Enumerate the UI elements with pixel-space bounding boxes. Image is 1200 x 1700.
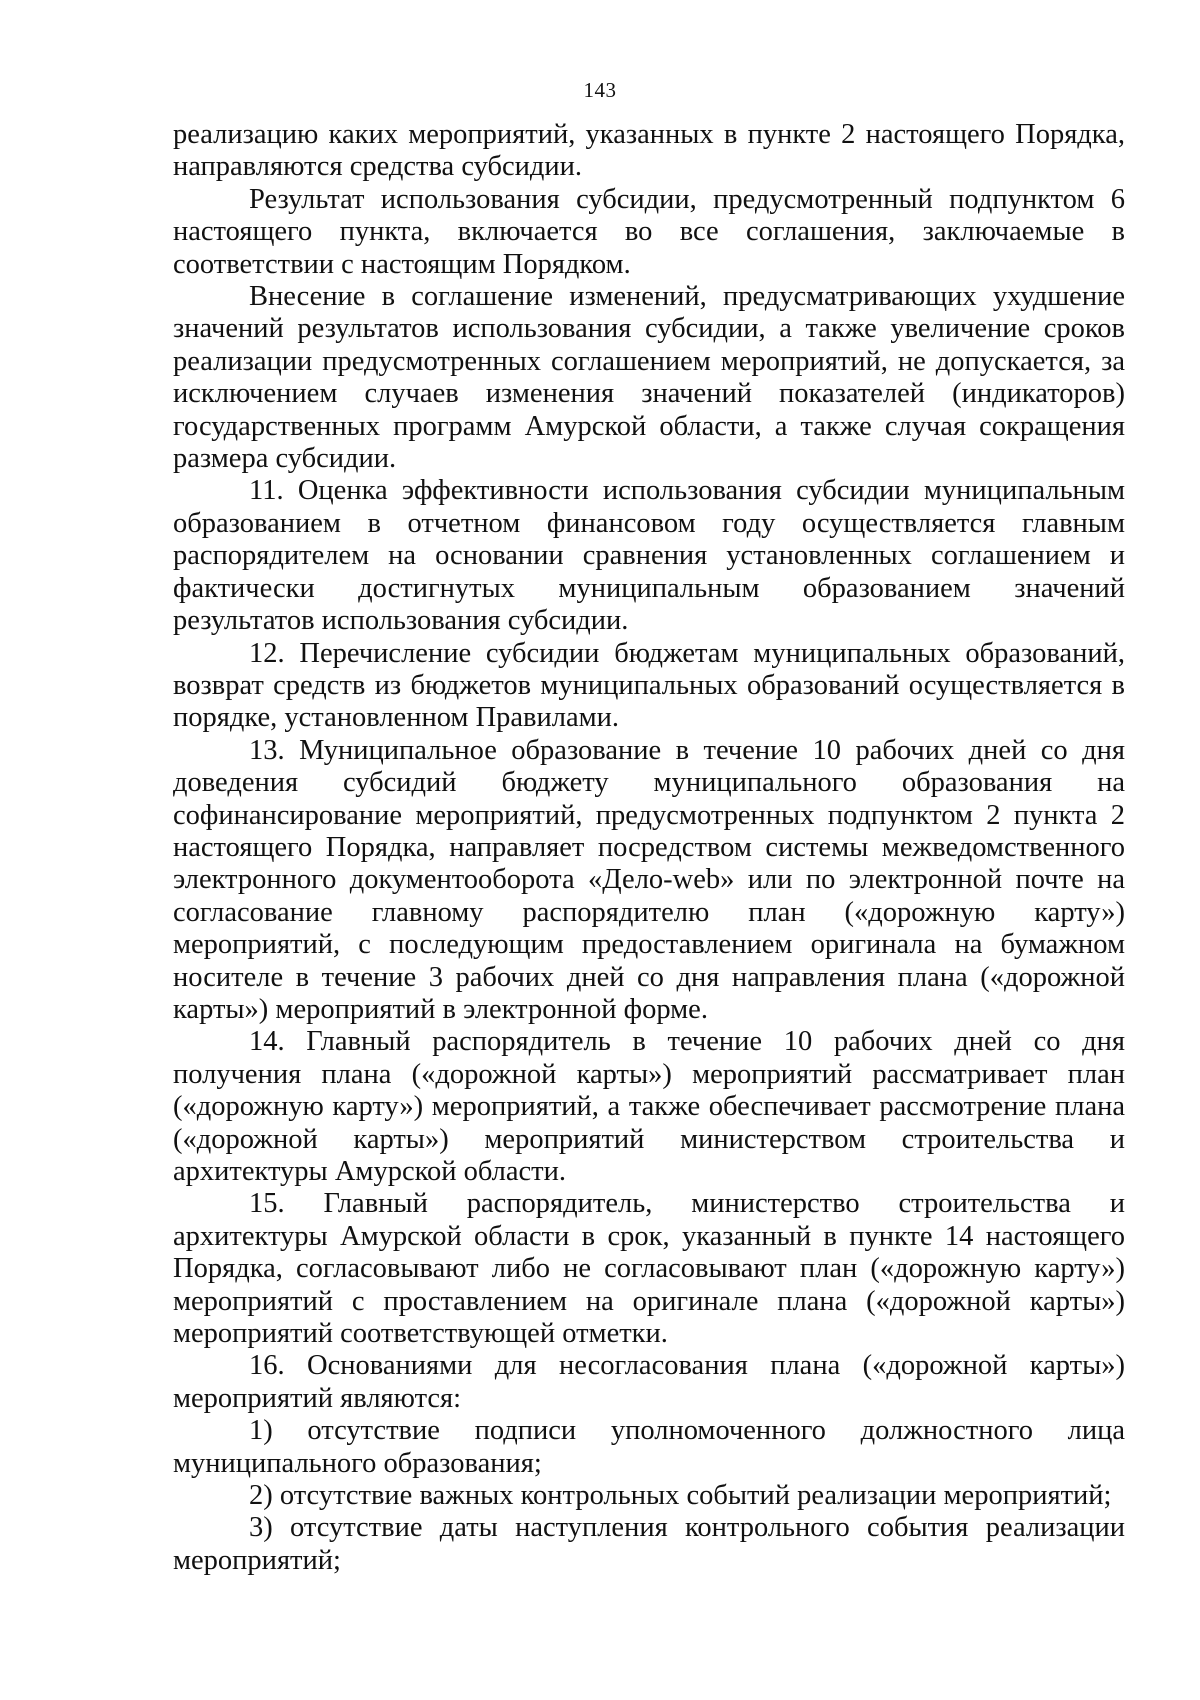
list-item-2: 2) отсутствие важных контрольных событий реализации мероприятий; xyxy=(249,1480,1112,1512)
paragraph-amendments: Внесение в соглашение изменений, предусматривающих ухудшение значений результатов использования субсидии, а также увеличение сроков реализации предусмотренных соглашением мероприятий, не допускается, за исключением случаев изменения значений показателей (индикаторов) государственных программ Амурской области, а также случая сокращения размера субсидии. xyxy=(173,281,1125,475)
list-item-3: 3) отсутствие даты наступления контрольного события реализации мероприятий; xyxy=(173,1512,1125,1576)
paragraph-item-16: 16. Основаниями для несогласования плана («дорожной карты») мероприятий являются: xyxy=(173,1350,1125,1414)
document-body xyxy=(173,119,1125,1577)
paragraph-item-13: 13. Муниципальное образование в течение 10 рабочих дней со дня доведения субсидий бюджету муниципального образования на софинансирование мероприятий, предусмотренных подпунктом 2 пункта 2 настоящего Порядка, направляет посредством системы межведомственного электронного документооборота «Дело-web» или по электронной почте на согласование главному распорядителю план («дорожную карту») мероприятий, с последующим предоставлением оригинала на бумажном носителе в течение 3 рабочих дней со дня направления плана («дорожной карты») мероприятий в электронной форме. xyxy=(173,734,1125,1025)
paragraph-item-12: 12. Перечисление субсидии бюджетам муниципальных образований, возврат средств из бюджетов муниципальных образований осуществляется в порядке, установленном Правилами. xyxy=(173,637,1125,734)
list-item-1: 1) отсутствие подписи уполномоченного должностного лица муниципального образования; xyxy=(173,1415,1125,1479)
paragraph-continuation: реализацию каких мероприятий, указанных в пункте 2 настоящего Порядка, направляются средства субсидии. xyxy=(173,119,1125,183)
paragraph-item-11: 11. Оценка эффективности использования субсидии муниципальным образованием в отчетном финансовом году осуществляется главным распорядителем на основании сравнения установленных соглашением и фактически достигнутых муниципальным образованием значений результатов использования субсидии. xyxy=(173,475,1125,637)
paragraph-result-clause: Результат использования субсидии, предусмотренный подпунктом 6 настоящего пункта, включается во все соглашения, заключаемые в соответствии с настоящим Порядком. xyxy=(173,183,1125,280)
paragraph-item-15: 15. Главный распорядитель, министерство строительства и архитектуры Амурской области в срок, указанный в пункте 14 настоящего Порядка, согласовывают либо не согласовывают план («дорожную карту») мероприятий с проставлением на оригинале плана («дорожной карты») мероприятий соответствующей отметки. xyxy=(173,1188,1125,1350)
paragraph-item-14: 14. Главный распорядитель в течение 10 рабочих дней со дня получения плана («дорожной карты») мероприятий рассматривает план («дорожную карту») мероприятий, а также обеспечивает рассмотрение плана («дорожной карты») мероприятий министерством строительства и архитектуры Амурской области. xyxy=(173,1026,1125,1187)
page-number: 143 xyxy=(583,78,617,102)
